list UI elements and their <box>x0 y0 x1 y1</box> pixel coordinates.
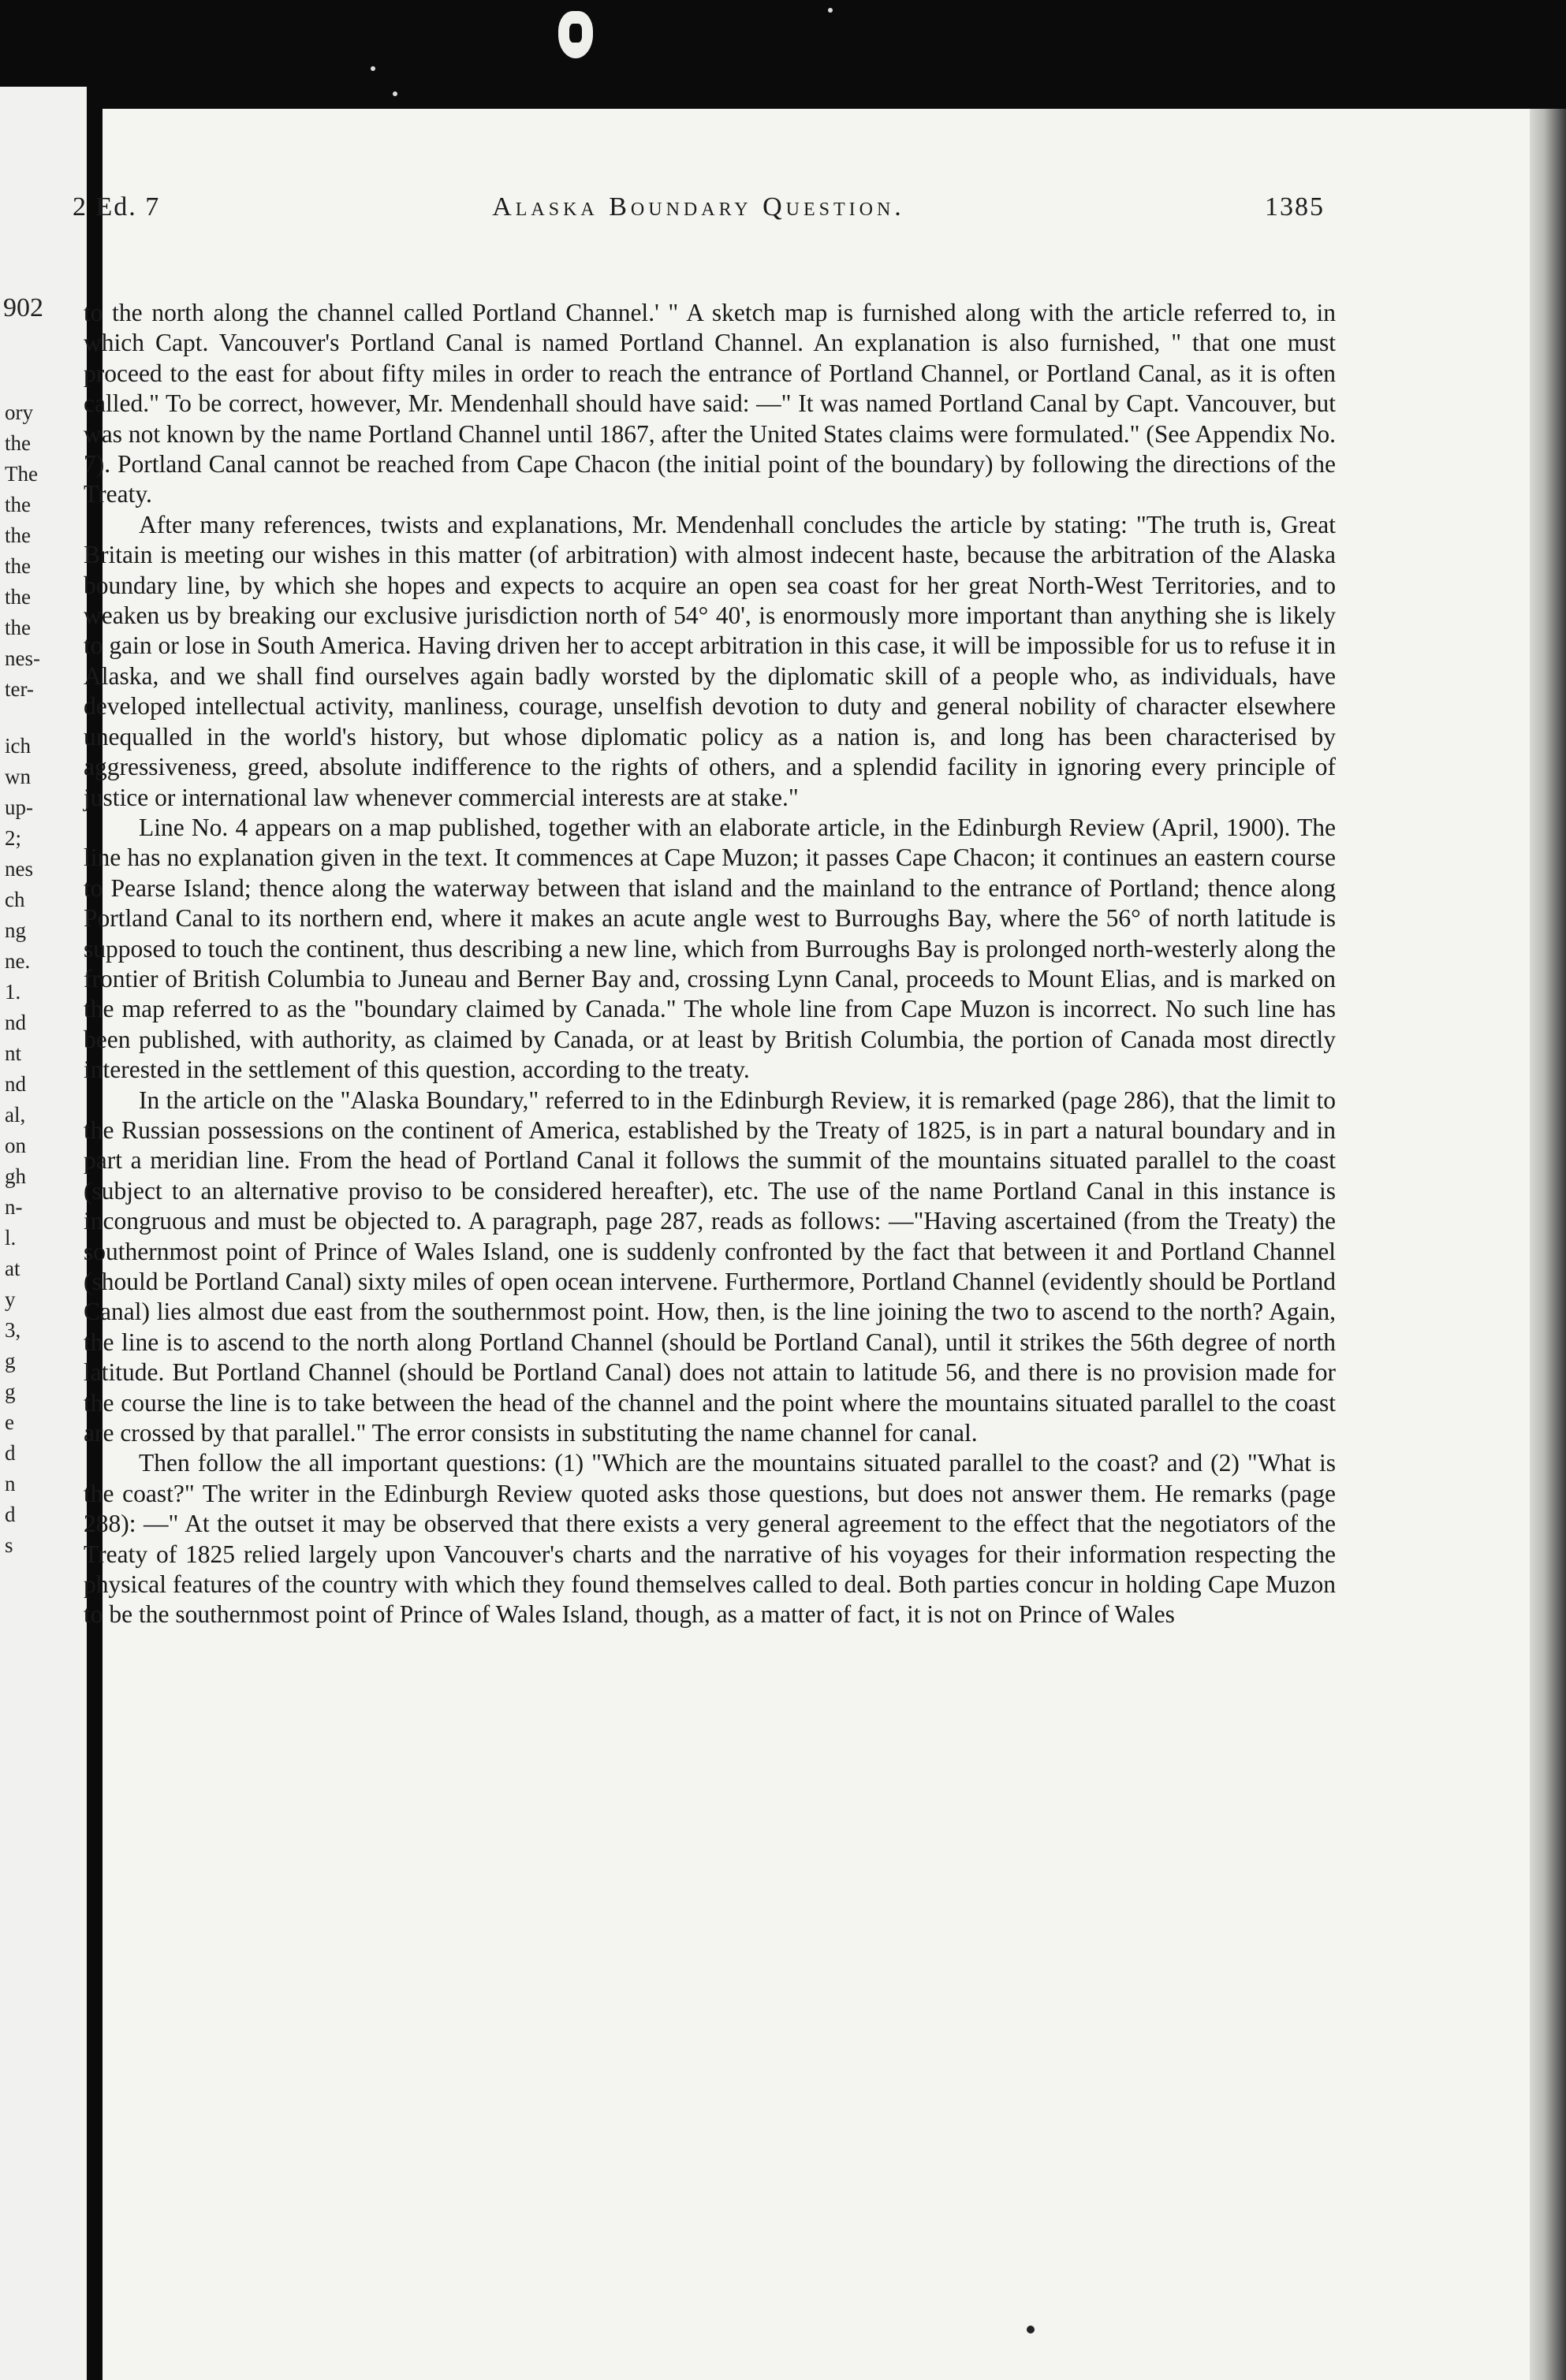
previous-page-line-fragment: nt <box>5 1041 22 1065</box>
page-number: 1385 <box>1265 192 1325 222</box>
previous-page-line-fragment: ich <box>5 734 31 758</box>
previous-page-line-fragment: the <box>5 554 31 578</box>
previous-page-line-fragment: The <box>5 462 38 486</box>
running-header <box>73 192 1325 240</box>
previous-page-line-fragment: gh <box>5 1164 26 1188</box>
previous-page-line-fragment: wn <box>5 765 31 788</box>
library-stamp-icon <box>558 11 593 58</box>
scan-speck <box>828 8 833 13</box>
previous-page-line-fragment: n <box>5 1472 16 1495</box>
previous-page-line-fragment: n- <box>5 1195 23 1219</box>
previous-page-line-fragment: the <box>5 431 31 455</box>
previous-page-line-fragment: 1. <box>5 980 21 1004</box>
paragraph: Line No. 4 appears on a map published, together with an elaborate article, in the Edinburgh Review (April, 1900). The line has no explanation given in the text. It commences at Cape Muzon; it passes Cape Chacon; it continues an eastern course to Pearse Island; thence along the waterway between that island and the mainland to the entrance of Portland; thence along Portland Canal to its northern end, where it makes an acute angle west to Burroughs Bay, where the 56° of north latitude is supposed to touch the continent, thus describing a new line, which from Burroughs Bay is prolonged north-westerly along the frontier of British Columbia to Juneau and Berner Bay and, crossing Lynn Canal, proceeds to Mount Elias, and is marked on the map referred to as the "boundary claimed by Canada." The whole line from Cape Muzon is incorrect. No such line has been published, with authority, as claimed by Canada, or at least by British Columbia, the portion of Canada most directly interested in the settlement of this question, according to the treaty. <box>84 813 1336 1084</box>
previous-page-line-fragment: s <box>5 1533 13 1557</box>
previous-page-edge <box>0 87 87 2380</box>
previous-page-line-fragment: e <box>5 1410 14 1434</box>
previous-page-line-fragment: ch <box>5 888 25 911</box>
page-edge-shadow <box>1530 109 1566 2380</box>
header-regnal-year: 2 Ed. 7 <box>73 192 161 222</box>
previous-page-line-fragment: the <box>5 493 31 516</box>
paragraph: to the north along the channel called Portland Channel.' " A sketch map is furnished along with the article referred to, in which Capt. Vancouver's Portland Canal is named Portland Channel. An explanation is also furnished, " that one must proceed to the east for about fifty miles in order to reach the entrance of Portland Channel, or Portland Canal, as it is often called." To be correct, however, Mr. Mendenhall should have said: —" It was named Portland Canal by Capt. Vancouver, but was not known by the name Portland Channel until 1867, after the United States claims were formulated." (See Appendix No. 7). Portland Canal cannot be reached from Cape Chacon (the initial point of the boundary) by following the directions of the Treaty. <box>84 299 1336 508</box>
previous-page-line-fragment: nes- <box>5 646 40 670</box>
previous-page-line-fragment: the <box>5 585 31 609</box>
previous-page-line-fragment: on <box>5 1134 26 1157</box>
previous-page-line-fragment: ory <box>5 400 33 424</box>
previous-page-line-fragment: nd <box>5 1011 26 1034</box>
scan-speck <box>393 91 397 96</box>
previous-page-line-fragment: l. <box>5 1226 17 1250</box>
page-body <box>84 298 1336 1630</box>
previous-page-line-fragment: the <box>5 523 31 547</box>
paragraph: In the article on the "Alaska Boundary," referred to in the Edinburgh Review, it is remarked (page 286), that the limit to the Russian possessions on the continent of America, established by the Treaty of 1825, is in part a natural boundary and in part a meridian line. From the head of Portland Canal it follows the summit of the mountains situated parallel to the coast (subject to an alternative proviso to be considered hereafter), etc. The use of the name Portland Canal in this instance is incongruous and must be objected to. A paragraph, page 287, reads as follows: —"Having ascertained (from the Treaty) the southernmost point of Prince of Wales Island, one is suddenly confronted by the fact that between it and Portland Channel (should be Portland Canal) sixty miles of open ocean intervene. Furthermore, Portland Channel (evidently should be Portland Canal) lies almost due east from the southernmost point. How, then, is the line joining the two to ascend to the north? Again, the line is to ascend to the north along Portland Channel (should be Portland Canal), until it strikes the 56th degree of north latitude. But Portland Channel (should be Portland Canal) does not attain to latitude 56, and there is no provision made for the course the line is to take between the head of the channel and the point where the mountains situated parallel to the coast are crossed by that parallel." The error consists in substituting the name channel for canal. <box>84 1086 1336 1447</box>
previous-page-line-fragment: the <box>5 616 31 639</box>
paragraph: Then follow the all important questions: (1) "Which are the mountains situated parallel to the coast? and (2) "What is the coast?" The writer in the Edinburgh Review quoted asks those questions, but does not answer them. He remarks (page 288): —" At the outset it may be observed that there exists a very general agreement to the effect that the negotiators of the Treaty of 1825 relied largely upon Vancouver's charts and the narrative of his voyages for their information respecting the physical features of the country with which they found themselves called to deal. Both parties concur in holding Cape Muzon to be the southernmost point of Prince of Wales Island, though, as a matter of fact, it is not on Prince of Wales <box>84 1449 1336 1629</box>
previous-page-line-fragment: y <box>5 1287 16 1311</box>
previous-page-line-fragment: up- <box>5 795 33 819</box>
previous-page-line-fragment: nes <box>5 857 33 881</box>
scan-dot <box>1027 2326 1035 2333</box>
previous-page-line-fragment: d <box>5 1441 16 1465</box>
previous-page-line-fragment: al, <box>5 1103 26 1127</box>
header-title: Alaska Boundary Question. <box>492 192 905 222</box>
previous-page-line-fragment: at <box>5 1257 21 1280</box>
previous-page-number: 902 <box>3 293 43 322</box>
previous-page-line-fragment: ter- <box>5 677 34 701</box>
scan-speck <box>371 66 375 71</box>
previous-page-line-fragment: 3, <box>5 1318 21 1342</box>
previous-page-line-fragment: g <box>5 1380 16 1403</box>
paragraph: After many references, twists and explanations, Mr. Mendenhall concludes the article by stating: "The truth is, Great Britain is meeting our wishes in this matter (of arbitration) with almost indecent haste, because the arbitration of the Alaska boundary line, by which she hopes and expects to acquire an open sea coast for her great North-West Territories, and to weaken us by breaking our exclusive jurisdiction north of 54° 40', is enormously more important than anything she is likely to gain or lose in South America. Having driven her to accept arbitration in this case, it will be impossible for us to refuse it in Alaska, and we shall find ourselves again badly worsted by the diplomatic skill of a people who, as individuals, have developed intellectual activity, manliness, courage, unselfish devotion to duty and general nobility of character elsewhere unequalled in the world's history, but whose diplomatic policy as a nation is, and long has been characterised by aggressiveness, greed, absolute indifference to the rights of others, and a splendid facility in ignoring every principle of justice or international law whenever commercial interests are at stake." <box>84 510 1336 811</box>
previous-page-line-fragment: d <box>5 1503 16 1526</box>
previous-page-line-fragment: ng <box>5 918 26 942</box>
previous-page-line-fragment: nd <box>5 1072 26 1096</box>
previous-page-line-fragment: g <box>5 1349 16 1373</box>
previous-page-line-fragment: ne. <box>5 949 31 973</box>
previous-page-line-fragment: 2; <box>5 826 22 850</box>
